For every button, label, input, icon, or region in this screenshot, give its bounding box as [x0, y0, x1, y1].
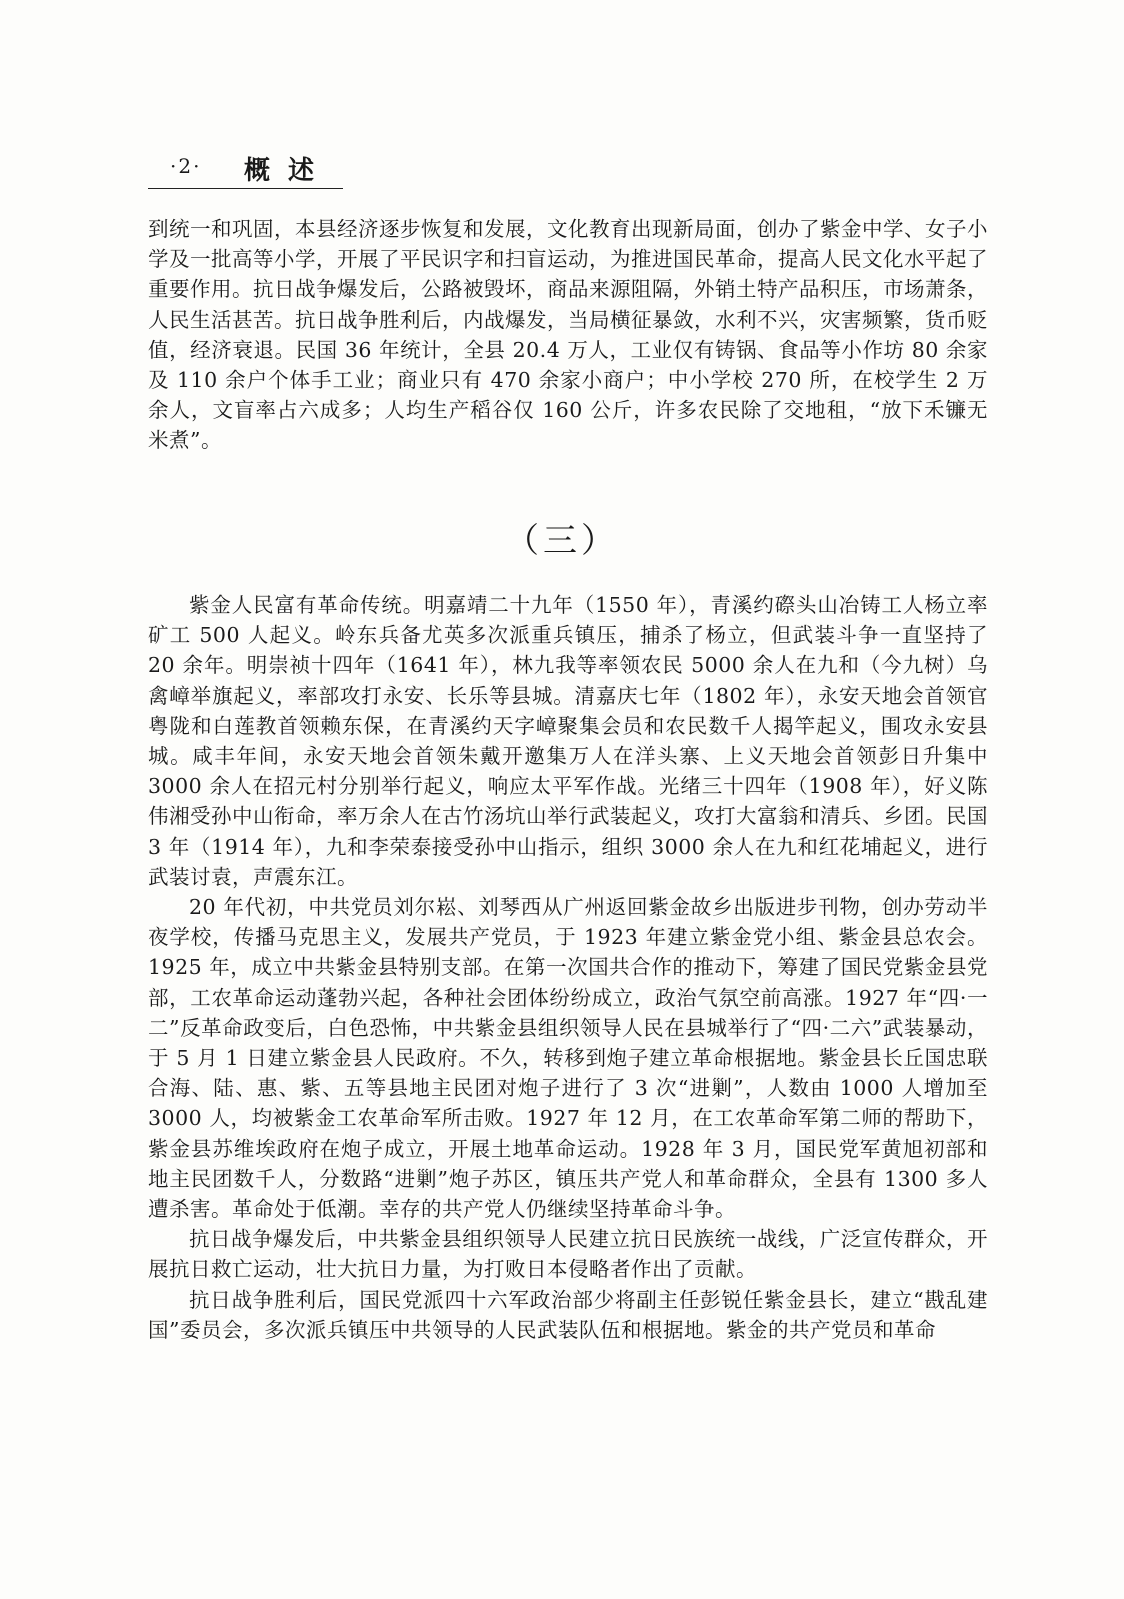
- body-text-top: [148, 214, 988, 456]
- running-head: [148, 148, 343, 189]
- paragraph: 紫金人民富有革命传统。明嘉靖二十九年（1550 年），青溪约磜头山冶铸工人杨立率矿工 500 人起义。岭东兵备尤英多次派重兵镇压，捕杀了杨立，但武装斗争一直坚持了 20 余年。明崇祯十四年（1641 年），林九我等率领农民 5000 余人在九和（今九树）乌禽嶂举旗起义，率部攻打永安、长乐等县城。清嘉庆七年（1802 年），永安天地会首领官粤陇和白莲教首领赖东保，在青溪约天字嶂聚集会员和农民数千人揭竿起义，围攻永安县城。咸丰年间，永安天地会首领朱戴开邀集万人在洋头寨、上义天地会首领彭日升集中 3000 余人在招元村分别举行起义，响应太平军作战。光绪三十四年（1908 年），好义陈伟湘受孙中山衔命，率万余人在古竹汤坑山举行武装起义，攻打大富翁和清兵、乡团。民国 3 年（1914 年），九和李荣泰接受孙中山指示，组织 3000 余人在九和红花埔起义，进行武装讨袁，声震东江。: [148, 593, 988, 889]
- paragraph: 抗日战争爆发后，中共紫金县组织领导人民建立抗日民族统一战线，广泛宣传群众，开展抗日救亡运动，壮大抗日力量，为打败日本侵略者作出了贡献。: [148, 1227, 988, 1282]
- chapter-heading: （三）: [505, 521, 619, 561]
- paragraph: 抗日战争胜利后，国民党派四十六军政治部少将副主任彭锐任紫金县长，建立“戡乱建国”委员会，多次派兵镇压中共领导的人民武装队伍和根据地。紫金的共产党员和革命: [148, 1287, 988, 1342]
- paragraph: 20 年代初，中共党员刘尔崧、刘琴西从广州返回紫金故乡出版进步刊物，创办劳动半夜学校，传播马克思主义，发展共产党员，于 1923 年建立紫金党小组、紫金县总农会。1925 年，成立中共紫金县特别支部。在第一次国共合作的推动下，筹建了国民党紫金县党部，工农革命运动蓬勃兴起，各种社会团体纷纷成立，政治气氛空前高涨。1927 年“四·一二”反革命政变后，白色恐怖，中共紫金县组织领导人民在县城举行了“四·二六”武装暴动，于 5 月 1 日建立紫金县人民政府。不久，转移到炮子建立革命根据地。紫金县长丘国忠联合海、陆、惠、紫、五等县地主民团对炮子进行了 3 次“进剿”，人数由 1000 人增加至 3000 人，均被紫金工农革命军所击败。1927 年 12 月，在工农革命军第二师的帮助下，紫金县苏维埃政府在炮子成立，开展土地革命运动。1928 年 3 月，国民党军黄旭初部和地主民团数千人，分数路“进剿”炮子苏区，镇压共产党人和革命群众，全县有 1300 多人遭杀害。革命处于低潮。幸存的共产党人仍继续坚持革命斗争。: [148, 895, 988, 1222]
- section-title: 概述: [244, 156, 333, 186]
- paragraph: 到统一和巩固，本县经济逐步恢复和发展，文化教育出现新局面，创办了紫金中学、女子小学及一批高等小学，开展了平民识字和扫盲运动，为推进国民革命，提高人民文化水平起了重要作用。抗日战争爆发后，公路被毁坏，商品来源阻隔，外销土特产品积压，市场萧条，人民生活甚苦。抗日战争胜利后，内战爆发，当局横征暴敛，水利不兴，灾害频繁，货币贬值，经济衰退。民国 36 年统计，全县 20.4 万人，工业仅有铸锅、食品等小作坊 80 余家及 110 余户个体手工业；商业只有 470 余家小商户；中小学校 270 所，在校学生 2 万余人，文盲率占六成多；人均生产稻谷仅 160 公斤，许多农民除了交地租，“放下禾镰无米煮”。: [148, 217, 988, 453]
- body-text-bottom: [148, 590, 988, 1345]
- page-number: ·2·: [170, 154, 202, 178]
